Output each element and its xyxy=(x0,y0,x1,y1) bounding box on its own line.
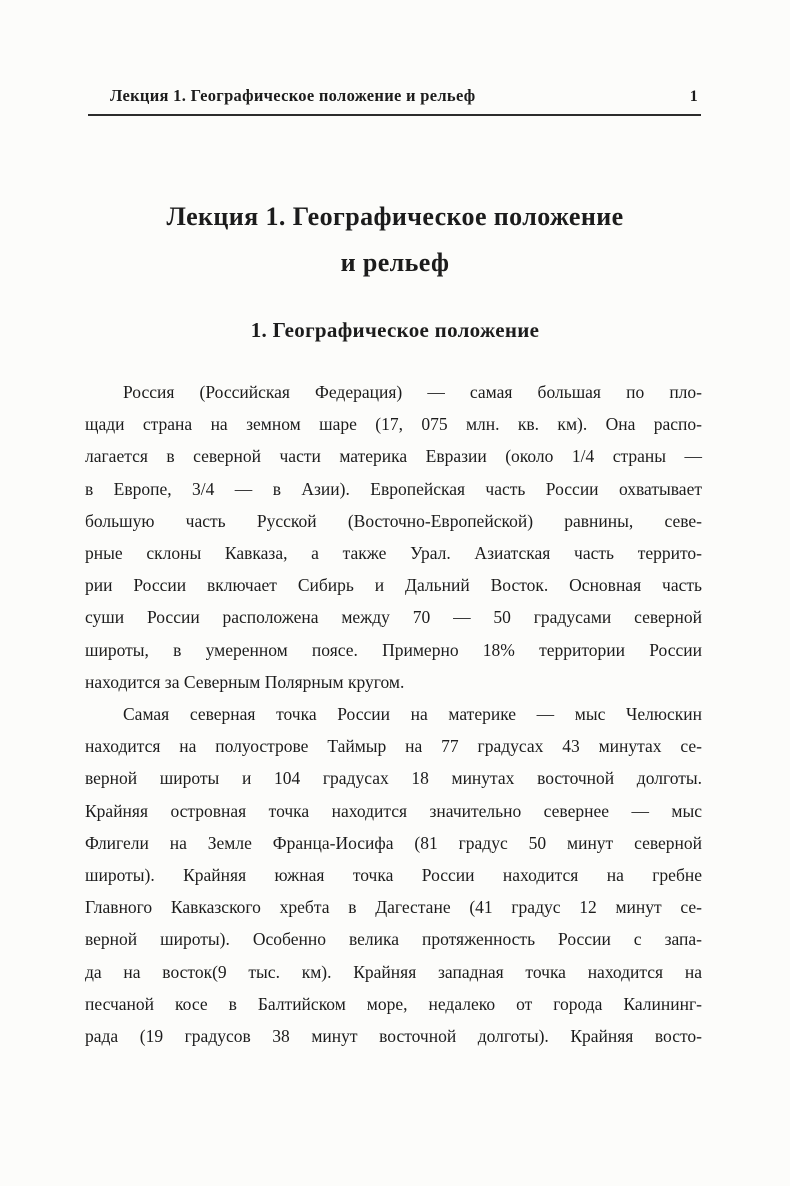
text-line: да на восток(9 тыс. км). Крайняя западная точка находится на xyxy=(85,961,702,982)
text-line: суши России расположена между 70 — 50 градусами северной xyxy=(85,607,702,628)
text-line: большую часть Русской (Восточно-Европейской) равнины, севе- xyxy=(85,510,702,531)
text-line: Крайняя островная точка находится значительно севернее — мыс xyxy=(85,800,702,821)
paragraph xyxy=(85,376,702,698)
text-line: широты, в умеренном поясе. Примерно 18% территории России xyxy=(85,639,702,660)
body-text xyxy=(85,376,702,1052)
chapter-title-line2: и рельеф xyxy=(340,248,450,277)
text-line: Главного Кавказского хребта в Дагестане (41 градус 12 минут се- xyxy=(85,897,702,918)
section-heading: 1. Географическое положение xyxy=(250,318,540,342)
text-line: рные склоны Кавказа, а также Урал. Азиатская часть террито- xyxy=(85,543,702,564)
chapter-title-line1: Лекция 1. Географическое положение xyxy=(166,202,624,231)
page-number: 1 xyxy=(689,88,698,105)
text-line: песчаной косе в Балтийском море, недалеко от города Калининг- xyxy=(85,993,702,1014)
paragraph xyxy=(85,698,702,1052)
running-header xyxy=(110,86,698,106)
running-header-title: Лекция 1. Географическое положение и рельеф xyxy=(110,86,476,105)
text-line: рии России включает Сибирь и Дальний Восток. Основная часть xyxy=(85,575,702,596)
text-line: рада (19 градусов 38 минут восточной долготы). Крайняя восто- xyxy=(85,1026,702,1047)
text-line: щади страна на земном шаре (17, 075 млн. кв. км). Она распо- xyxy=(85,414,702,435)
text-line: находится за Северным Полярным кругом. xyxy=(85,671,405,692)
text-line: Флигели на Земле Франца-Иосифа (81 градус 50 минут северной xyxy=(85,832,702,853)
text-line: Самая северная точка России на материке — мыс Челюскин xyxy=(123,704,702,725)
text-line: Россия (Российская Федерация) — самая большая по пло- xyxy=(123,382,702,402)
text-line: верной широты). Особенно велика протяженность России с запа- xyxy=(85,929,702,950)
text-line: верной широты и 104 градусах 18 минутах восточной долготы. xyxy=(85,768,702,789)
text-line: находится на полуострове Таймыр на 77 градусах 43 минутах се- xyxy=(85,736,702,757)
text-line: в Европе, 3/4 — в Азии). Европейская часть России охватывает xyxy=(85,478,702,499)
header-rule xyxy=(88,114,701,116)
text-line: широты). Крайняя южная точка России находится на гребне xyxy=(85,865,702,886)
text-line: лагается в северной части материка Евразии (около 1/4 страны — xyxy=(85,446,702,467)
chapter-title xyxy=(0,194,790,286)
